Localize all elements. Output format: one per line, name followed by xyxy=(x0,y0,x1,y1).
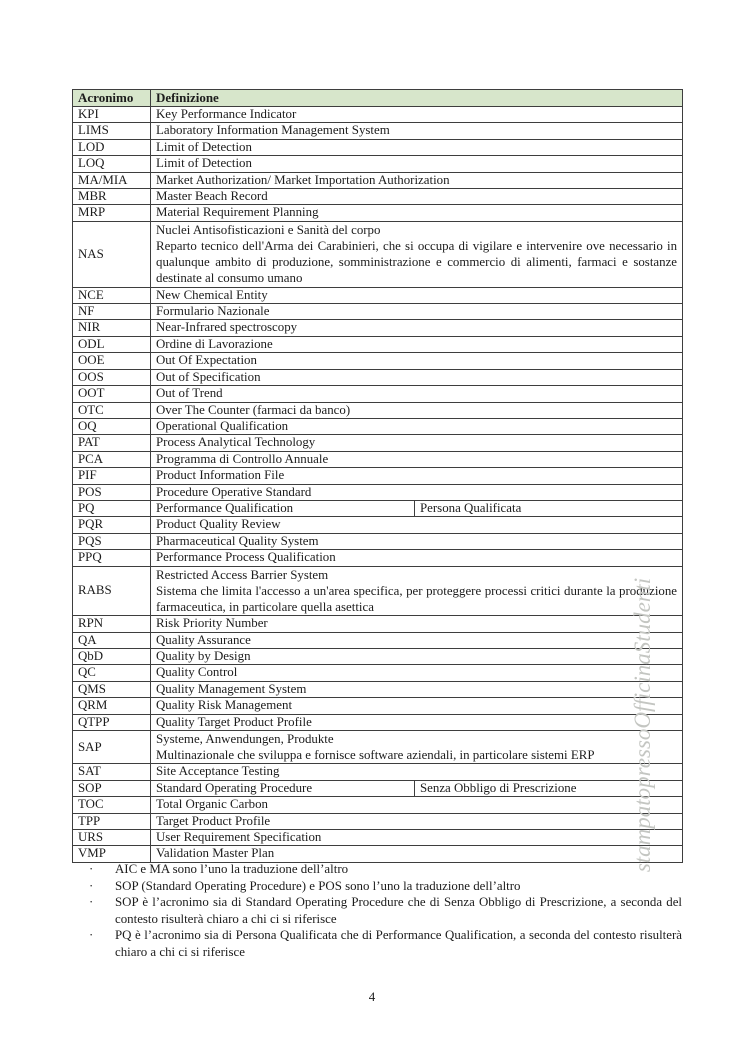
definition-cell: Persona Qualificata xyxy=(415,500,683,516)
acronym-cell: PPQ xyxy=(73,550,151,566)
definition-cell: Product Information File xyxy=(151,468,683,484)
definition-cell: Product Quality Review xyxy=(151,517,683,533)
table-row xyxy=(73,435,683,451)
definition-cell: Programma di Controllo Annuale xyxy=(151,451,683,467)
acronym-cell: PIF xyxy=(73,468,151,484)
definition-cell: Quality Control xyxy=(151,665,683,681)
acronym-cell: MBR xyxy=(73,189,151,205)
definition-cell: Out Of Expectation xyxy=(151,353,683,369)
acronym-cell: ODL xyxy=(73,336,151,352)
definition-cell: Quality Assurance xyxy=(151,632,683,648)
table-row xyxy=(73,830,683,846)
note-text: PQ è l’acronimo sia di Persona Qualificata che di Performance Qualification, a seconda del contesto risulterà chiaro a chi ci si riferisce xyxy=(115,928,682,959)
acronym-cell: MA/MIA xyxy=(73,172,151,188)
note-text: SOP (Standard Operating Procedure) e POS sono l’uno la traduzione dell’altro xyxy=(115,878,521,893)
note-text: SOP è l’acronimo sia di Standard Operating Procedure che di Senza Obbligo di Prescrizione, a seconda del contesto risulterà chiaro a chi ci si riferisce xyxy=(115,895,682,926)
column-header-definizione: Definizione xyxy=(151,90,683,107)
acronym-cell: OOT xyxy=(73,386,151,402)
page-number: 4 xyxy=(368,989,376,1004)
definition-cell: Target Product Profile xyxy=(151,813,683,829)
table-row xyxy=(73,336,683,352)
acronym-cell: SAP xyxy=(73,731,151,764)
definition-cell: New Chemical Entity xyxy=(151,287,683,303)
definition-cell: Standard Operating Procedure xyxy=(151,780,415,796)
note-item xyxy=(86,878,682,895)
definition-cell: Procedure Operative Standard xyxy=(151,484,683,500)
table-row xyxy=(73,304,683,320)
bullet-marker: · xyxy=(89,895,94,910)
definition-cell xyxy=(151,221,683,287)
acronym-cell: RABS xyxy=(73,566,151,616)
table-row xyxy=(73,616,683,632)
acronym-cell: PCA xyxy=(73,451,151,467)
acronym-cell: QRM xyxy=(73,698,151,714)
acronym-cell: OQ xyxy=(73,418,151,434)
table-row xyxy=(73,500,683,516)
definition-cell: Near-Infrared spectroscopy xyxy=(151,320,683,336)
definition-cell: Total Organic Carbon xyxy=(151,797,683,813)
table-row xyxy=(73,764,683,780)
table-row xyxy=(73,107,683,123)
note-item xyxy=(86,894,682,927)
acronym-cell: OOS xyxy=(73,369,151,385)
definition-cell: Laboratory Information Management System xyxy=(151,123,683,139)
table-row xyxy=(73,517,683,533)
column-header-acronimo: Acronimo xyxy=(73,90,151,107)
acronym-cell: TOC xyxy=(73,797,151,813)
definition-cell: Market Authorization/ Market Importation Authorization xyxy=(151,172,683,188)
definition-cell: Over The Counter (farmaci da banco) xyxy=(151,402,683,418)
definition-paragraph: Multinazionale che sviluppa e fornisce software aziendali, in particolare sistemi ERP xyxy=(156,748,595,763)
acronym-cell: PAT xyxy=(73,435,151,451)
acronym-table xyxy=(72,89,683,863)
acronym-cell: NCE xyxy=(73,287,151,303)
table-row xyxy=(73,402,683,418)
definition-first-line: Restricted Access Barrier System xyxy=(156,567,329,582)
table-row xyxy=(73,484,683,500)
definition-cell: Quality Risk Management xyxy=(151,698,683,714)
definition-cell: Operational Qualification xyxy=(151,418,683,434)
table-row xyxy=(73,172,683,188)
table-row xyxy=(73,369,683,385)
table-header-row xyxy=(73,90,683,107)
acronym-cell: QbD xyxy=(73,648,151,664)
table-row xyxy=(73,813,683,829)
table-row xyxy=(73,846,683,862)
definition-cell: Pharmaceutical Quality System xyxy=(151,533,683,549)
acronym-cell: NF xyxy=(73,304,151,320)
table-row xyxy=(73,386,683,402)
definition-cell: Formulario Nazionale xyxy=(151,304,683,320)
notes-list xyxy=(86,861,682,961)
definition-cell xyxy=(151,731,683,764)
table-row xyxy=(73,731,683,764)
table-row xyxy=(73,533,683,549)
table-row xyxy=(73,189,683,205)
definition-cell: Process Analytical Technology xyxy=(151,435,683,451)
table-row xyxy=(73,797,683,813)
acronym-cell: OTC xyxy=(73,402,151,418)
table-row xyxy=(73,780,683,796)
definition-cell: Validation Master Plan xyxy=(151,846,683,862)
table-row xyxy=(73,418,683,434)
definition-cell: User Requirement Specification xyxy=(151,830,683,846)
definition-cell: Risk Priority Number xyxy=(151,616,683,632)
definition-paragraph: Sistema che limita l'accesso a un'area specifica, per proteggere processi critici durante la produzione farmaceutica, in particolare quella asettica xyxy=(156,583,678,614)
note-item xyxy=(86,927,682,960)
acronym-cell: QA xyxy=(73,632,151,648)
table-row xyxy=(73,681,683,697)
note-item xyxy=(86,861,682,878)
table-row xyxy=(73,205,683,221)
definition-cell xyxy=(151,566,683,616)
table-row xyxy=(73,320,683,336)
definition-first-line: Nuclei Antisofisticazioni e Sanità del corpo xyxy=(156,222,381,237)
definition-cell: Out of Specification xyxy=(151,369,683,385)
definition-cell: Quality Management System xyxy=(151,681,683,697)
bullet-marker: · xyxy=(89,862,94,876)
acronym-cell: TPP xyxy=(73,813,151,829)
table-row xyxy=(73,632,683,648)
table-row xyxy=(73,451,683,467)
table-row xyxy=(73,287,683,303)
definition-cell: Senza Obbligo di Prescrizione xyxy=(415,780,683,796)
definition-cell: Out of Trend xyxy=(151,386,683,402)
definition-paragraph: Reparto tecnico dell'Arma dei Carabinieri, che si occupa di vigilare e intervenire ove necessario in qualunque ambito di produzione, somministrazione e commercio di alimenti, farmaci e sostanze destinate al consumo umano xyxy=(156,239,678,286)
definition-cell: Site Acceptance Testing xyxy=(151,764,683,780)
acronym-cell: URS xyxy=(73,830,151,846)
definition-cell: Key Performance Indicator xyxy=(151,107,683,123)
acronym-cell: PQ xyxy=(73,500,151,516)
definition-cell: Master Beach Record xyxy=(151,189,683,205)
acronym-cell: RPN xyxy=(73,616,151,632)
acronym-cell: POS xyxy=(73,484,151,500)
acronym-cell: NIR xyxy=(73,320,151,336)
acronym-cell: LOD xyxy=(73,139,151,155)
bullet-marker: · xyxy=(89,928,94,943)
table-row xyxy=(73,665,683,681)
definition-cell: Material Requirement Planning xyxy=(151,205,683,221)
bullet-marker: · xyxy=(89,878,94,893)
table-row xyxy=(73,714,683,730)
definition-first-line: Systeme, Anwendungen, Produkte xyxy=(156,732,334,747)
table-row xyxy=(73,468,683,484)
table-row xyxy=(73,123,683,139)
acronym-cell: NAS xyxy=(73,221,151,287)
definition-cell: Performance Process Qualification xyxy=(151,550,683,566)
definition-cell: Limit of Detection xyxy=(151,139,683,155)
table-row xyxy=(73,648,683,664)
acronym-cell: SAT xyxy=(73,764,151,780)
acronym-cell: QMS xyxy=(73,681,151,697)
watermark: stampatopressoOfficinaStudenti xyxy=(630,577,655,873)
table-row xyxy=(73,550,683,566)
table-row xyxy=(73,566,683,616)
acronym-cell: KPI xyxy=(73,107,151,123)
table-row xyxy=(73,156,683,172)
acronym-cell: LIMS xyxy=(73,123,151,139)
acronym-cell: SOP xyxy=(73,780,151,796)
definition-cell: Ordine di Lavorazione xyxy=(151,336,683,352)
acronym-cell: MRP xyxy=(73,205,151,221)
table-row xyxy=(73,139,683,155)
acronym-cell: LOQ xyxy=(73,156,151,172)
definition-cell: Quality Target Product Profile xyxy=(151,714,683,730)
definition-cell: Performance Qualification xyxy=(151,500,415,516)
acronym-cell: QC xyxy=(73,665,151,681)
table-row xyxy=(73,221,683,287)
table-row xyxy=(73,698,683,714)
note-text: AIC e MA sono l’uno la traduzione dell’altro xyxy=(115,862,349,876)
acronym-cell: VMP xyxy=(73,846,151,862)
definition-cell: Limit of Detection xyxy=(151,156,683,172)
acronym-cell: OOE xyxy=(73,353,151,369)
definition-cell: Quality by Design xyxy=(151,648,683,664)
acronym-cell: QTPP xyxy=(73,714,151,730)
table-row xyxy=(73,353,683,369)
acronym-cell: PQR xyxy=(73,517,151,533)
acronym-cell: PQS xyxy=(73,533,151,549)
